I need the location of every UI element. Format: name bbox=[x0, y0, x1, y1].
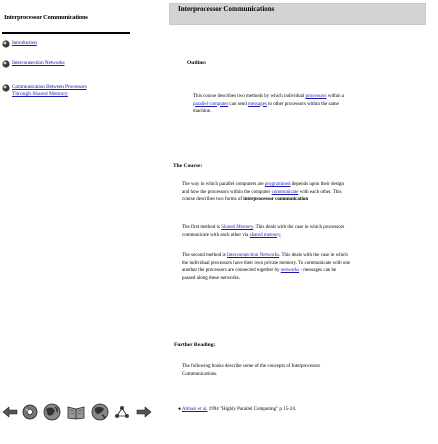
shared-memory-link[interactable]: Shared Memory bbox=[221, 225, 254, 230]
forward-arrow-icon[interactable] bbox=[136, 406, 152, 418]
almasi-reference-link[interactable]: Almasi et al. bbox=[182, 407, 208, 412]
navigation-pane bbox=[0, 0, 150, 420]
nav-bullet-icon bbox=[2, 40, 10, 48]
nav-item-label[interactable]: Communication Between Processors bbox=[12, 84, 87, 90]
parallel-computer-link[interactable]: parallel computer bbox=[193, 101, 229, 107]
outline-heading: Outline: bbox=[187, 60, 207, 66]
reference-citation: ● Almasi et al. 1994 "Highly Parallel Computing" p 15-24. bbox=[178, 407, 297, 412]
reference-bullet: ● bbox=[178, 407, 182, 412]
shared-memory-link-2[interactable]: shared memory bbox=[249, 232, 281, 238]
communicate-link[interactable]: communicate bbox=[271, 189, 299, 195]
nav-bullet-icon bbox=[2, 84, 10, 92]
nav-item-label-line2[interactable]: Through Shared Memory bbox=[12, 91, 68, 97]
book-icon[interactable] bbox=[66, 404, 86, 420]
networks-link[interactable]: networks bbox=[280, 268, 300, 273]
nav-item-label[interactable]: Interconnection Networks bbox=[12, 60, 65, 66]
bottom-toolbar bbox=[0, 403, 160, 423]
cd-disc-icon[interactable] bbox=[22, 404, 38, 420]
nav-bullet-icon bbox=[2, 60, 10, 68]
nav-item-interconnection-networks[interactable] bbox=[2, 60, 64, 68]
globe-alt-icon[interactable] bbox=[90, 403, 110, 421]
processors-link[interactable]: processors bbox=[305, 94, 327, 99]
course-heading: The Course: bbox=[173, 163, 203, 169]
nav-title: Interprocessor Communications bbox=[4, 14, 88, 21]
course-paragraph-1: The way in which parallel computers are programmed depends upon their design and how the processors within the computer communicate with each other. This course describes two forms of interprocessor communication bbox=[182, 182, 345, 202]
nav-item-shared-memory[interactable] bbox=[2, 84, 87, 98]
interconnection-networks-link[interactable]: Interconnection Networks bbox=[227, 253, 280, 258]
nav-item-label[interactable]: Introduction bbox=[12, 40, 37, 46]
further-reading-heading: Further Reading: bbox=[174, 342, 216, 348]
further-reading-paragraph: The following books describe some of the concepts of Interprocessor Communications. bbox=[182, 364, 321, 377]
page-title: Interprocessor Communications bbox=[178, 5, 275, 13]
nav-item-introduction[interactable] bbox=[2, 40, 37, 48]
outline-paragraph: This course describes two methods by which individual processors within a parallel computer can send messages to other processors within the same machine. bbox=[193, 94, 345, 114]
course-paragraph-2: The first method is Shared Memory. This deals with the case in which processors communicate with each other via shared memory. bbox=[182, 225, 345, 238]
globe-icon[interactable] bbox=[42, 403, 62, 421]
page-banner bbox=[169, 3, 426, 25]
programmed-link[interactable]: programmed bbox=[264, 182, 291, 187]
back-arrow-icon[interactable] bbox=[2, 406, 18, 418]
course-paragraph-3: The second method is Interconnection Networks. This deals with the case in which the individual processors have their own private memory. To communicate with one another the processors are connected together by networks - messages can be passed along these networks. bbox=[182, 253, 351, 281]
nav-divider bbox=[2, 32, 130, 34]
network-icon[interactable] bbox=[114, 405, 130, 419]
messages-link[interactable]: messages bbox=[247, 101, 267, 107]
